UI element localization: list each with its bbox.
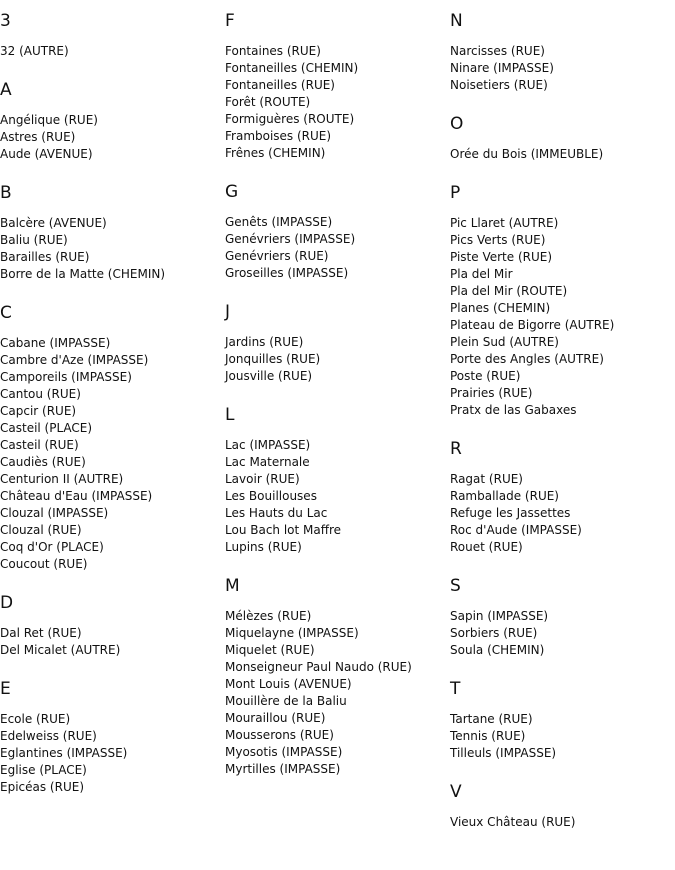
street-link[interactable]: Les Hauts du Lac xyxy=(225,506,328,520)
letter-heading: 3 xyxy=(0,11,11,31)
street-link[interactable]: Coq d'Or (PLACE) xyxy=(0,540,104,554)
letter-heading: G xyxy=(225,182,239,202)
street-link[interactable]: Frênes (CHEMIN) xyxy=(225,146,326,160)
letter-section xyxy=(225,181,449,282)
street-link[interactable]: Mont Louis (AVENUE) xyxy=(225,677,352,691)
letter-heading: E xyxy=(0,679,11,699)
street-link[interactable]: Genévriers (RUE) xyxy=(225,249,329,263)
letter-heading: O xyxy=(450,114,464,134)
street-link[interactable]: Tartane (RUE) xyxy=(450,712,533,726)
street-link[interactable]: Astres (RUE) xyxy=(0,130,76,144)
street-link[interactable]: Pratx de las Gabaxes xyxy=(450,403,577,417)
street-link[interactable]: Pic Llaret (AUTRE) xyxy=(450,216,559,230)
index-column xyxy=(225,10,449,797)
street-link[interactable]: Lac Maternale xyxy=(225,455,310,469)
street-link[interactable]: Lou Bach lot Maffre xyxy=(225,523,342,537)
street-link[interactable]: Borre de la Matte (CHEMIN) xyxy=(0,267,166,281)
street-link[interactable]: Pla del Mir xyxy=(450,267,513,281)
letter-heading: V xyxy=(450,782,462,802)
street-link[interactable]: Fontaines (RUE) xyxy=(225,44,321,58)
street-link[interactable]: Myrtilles (IMPASSE) xyxy=(225,762,341,776)
street-link[interactable]: Ecole (RUE) xyxy=(0,712,71,726)
letter-section xyxy=(0,592,224,659)
street-link[interactable]: Ragat (RUE) xyxy=(450,472,523,486)
letter-heading: L xyxy=(225,405,235,425)
letter-section xyxy=(450,113,674,163)
street-link[interactable]: Casteil (PLACE) xyxy=(0,421,93,435)
street-link[interactable]: Genévriers (IMPASSE) xyxy=(225,232,356,246)
street-link[interactable]: Cabane (IMPASSE) xyxy=(0,336,111,350)
letter-section xyxy=(450,575,674,659)
street-link[interactable]: Tennis (RUE) xyxy=(450,729,526,743)
street-link[interactable]: Formiguères (ROUTE) xyxy=(225,112,355,126)
street-link[interactable]: Plateau de Bigorre (AUTRE) xyxy=(450,318,615,332)
street-link[interactable]: Centurion II (AUTRE) xyxy=(0,472,124,486)
letter-heading: S xyxy=(450,576,461,596)
street-link[interactable]: Cambre d'Aze (IMPASSE) xyxy=(0,353,149,367)
street-link[interactable]: Coucout (RUE) xyxy=(0,557,88,571)
street-link[interactable]: Sapin (IMPASSE) xyxy=(450,609,549,623)
letter-section xyxy=(225,10,449,162)
street-link[interactable]: Poste (RUE) xyxy=(450,369,521,383)
letter-heading: D xyxy=(0,593,14,613)
letter-section xyxy=(0,79,224,163)
street-link[interactable]: Del Micalet (AUTRE) xyxy=(0,643,121,657)
index-column xyxy=(0,10,224,815)
street-link[interactable]: Pla del Mir (ROUTE) xyxy=(450,284,568,298)
street-link[interactable]: Fontaneilles (CHEMIN) xyxy=(225,61,359,75)
street-link[interactable]: Piste Verte (RUE) xyxy=(450,250,553,264)
letter-heading: J xyxy=(225,302,231,322)
street-link[interactable]: Forêt (ROUTE) xyxy=(225,95,311,109)
street-link[interactable]: Vieux Château (RUE) xyxy=(450,815,576,829)
street-link[interactable]: Edelweiss (RUE) xyxy=(0,729,97,743)
street-link[interactable]: Genêts (IMPASSE) xyxy=(225,215,333,229)
street-link[interactable]: Caudiès (RUE) xyxy=(0,455,86,469)
letter-section xyxy=(450,10,674,94)
letter-heading: T xyxy=(450,679,461,699)
street-link[interactable]: Lupins (RUE) xyxy=(225,540,302,554)
street-link[interactable]: Camporeils (IMPASSE) xyxy=(0,370,132,384)
street-link[interactable]: Pics Verts (RUE) xyxy=(450,233,546,247)
street-link[interactable]: Eglise (PLACE) xyxy=(0,763,87,777)
street-link[interactable]: Miquelayne (IMPASSE) xyxy=(225,626,359,640)
letter-section xyxy=(225,404,449,556)
street-link[interactable]: Casteil (RUE) xyxy=(0,438,79,452)
street-link[interactable]: Fontaneilles (RUE) xyxy=(225,78,335,92)
street-link[interactable]: 32 (AUTRE) xyxy=(0,44,69,58)
street-link[interactable]: Mouraillou (RUE) xyxy=(225,711,326,725)
street-link[interactable]: Epicéas (RUE) xyxy=(0,780,84,794)
street-link[interactable]: Lavoir (RUE) xyxy=(225,472,300,486)
street-link[interactable]: Ninare (IMPASSE) xyxy=(450,61,554,75)
index-column xyxy=(450,10,674,850)
street-link[interactable]: Framboises (RUE) xyxy=(225,129,332,143)
street-link[interactable]: Plein Sud (AUTRE) xyxy=(450,335,559,349)
letter-section xyxy=(450,182,674,419)
street-link[interactable]: Orée du Bois (IMMEUBLE) xyxy=(450,147,604,161)
letter-section xyxy=(450,781,674,831)
street-link[interactable]: Barailles (RUE) xyxy=(0,250,90,264)
street-link[interactable]: Soula (CHEMIN) xyxy=(450,643,545,657)
street-link[interactable]: Angélique (RUE) xyxy=(0,113,98,127)
letter-section xyxy=(0,10,224,60)
street-link[interactable]: Jousville (RUE) xyxy=(225,369,313,383)
letter-heading: M xyxy=(225,576,240,596)
letter-heading: N xyxy=(450,11,463,31)
street-link[interactable]: Prairies (RUE) xyxy=(450,386,533,400)
street-link[interactable]: Château d'Eau (IMPASSE) xyxy=(0,489,153,503)
letter-section xyxy=(225,575,449,778)
street-link[interactable]: Clouzal (RUE) xyxy=(0,523,82,537)
letter-section xyxy=(450,438,674,556)
letter-section xyxy=(0,182,224,283)
street-link[interactable]: Baliu (RUE) xyxy=(0,233,68,247)
letter-section xyxy=(0,678,224,796)
letter-section xyxy=(0,302,224,573)
street-link[interactable]: Monseigneur Paul Naudo (RUE) xyxy=(225,660,412,674)
letter-heading: P xyxy=(450,183,461,203)
street-link[interactable]: Capcir (RUE) xyxy=(0,404,77,418)
street-link[interactable]: Planes (CHEMIN) xyxy=(450,301,551,315)
letter-heading: C xyxy=(0,303,12,323)
street-link[interactable]: Roc d'Aude (IMPASSE) xyxy=(450,523,582,537)
street-link[interactable]: Myosotis (IMPASSE) xyxy=(225,745,343,759)
street-link[interactable]: Mouillère de la Baliu xyxy=(225,694,347,708)
street-link[interactable]: Mélèzes (RUE) xyxy=(225,609,312,623)
street-link[interactable]: Mousserons (RUE) xyxy=(225,728,334,742)
street-link[interactable]: Les Bouillouses xyxy=(225,489,317,503)
letter-heading: B xyxy=(0,183,12,203)
letter-heading: R xyxy=(450,439,462,459)
street-link[interactable]: Balcère (AVENUE) xyxy=(0,216,107,230)
letter-section xyxy=(450,678,674,762)
street-link[interactable]: Noisetiers (RUE) xyxy=(450,78,548,92)
street-link[interactable]: Refuge les Jassettes xyxy=(450,506,571,520)
street-link[interactable]: Jardins (RUE) xyxy=(225,335,304,349)
street-link[interactable]: Eglantines (IMPASSE) xyxy=(0,746,128,760)
street-link[interactable]: Groseilles (IMPASSE) xyxy=(225,266,349,280)
street-link[interactable]: Cantou (RUE) xyxy=(0,387,81,401)
street-link[interactable]: Tilleuls (IMPASSE) xyxy=(450,746,557,760)
letter-heading: F xyxy=(225,11,235,31)
street-link[interactable]: Porte des Angles (AUTRE) xyxy=(450,352,604,366)
street-link[interactable]: Ramballade (RUE) xyxy=(450,489,559,503)
street-link[interactable]: Jonquilles (RUE) xyxy=(225,352,321,366)
letter-section xyxy=(225,301,449,385)
street-link[interactable]: Dal Ret (RUE) xyxy=(0,626,82,640)
street-link[interactable]: Miquelet (RUE) xyxy=(225,643,315,657)
street-link[interactable]: Clouzal (IMPASSE) xyxy=(0,506,109,520)
street-link[interactable]: Rouet (RUE) xyxy=(450,540,523,554)
street-link[interactable]: Aude (AVENUE) xyxy=(0,147,93,161)
letter-heading: A xyxy=(0,80,12,100)
street-link[interactable]: Lac (IMPASSE) xyxy=(225,438,311,452)
street-link[interactable]: Narcisses (RUE) xyxy=(450,44,545,58)
street-link[interactable]: Sorbiers (RUE) xyxy=(450,626,538,640)
